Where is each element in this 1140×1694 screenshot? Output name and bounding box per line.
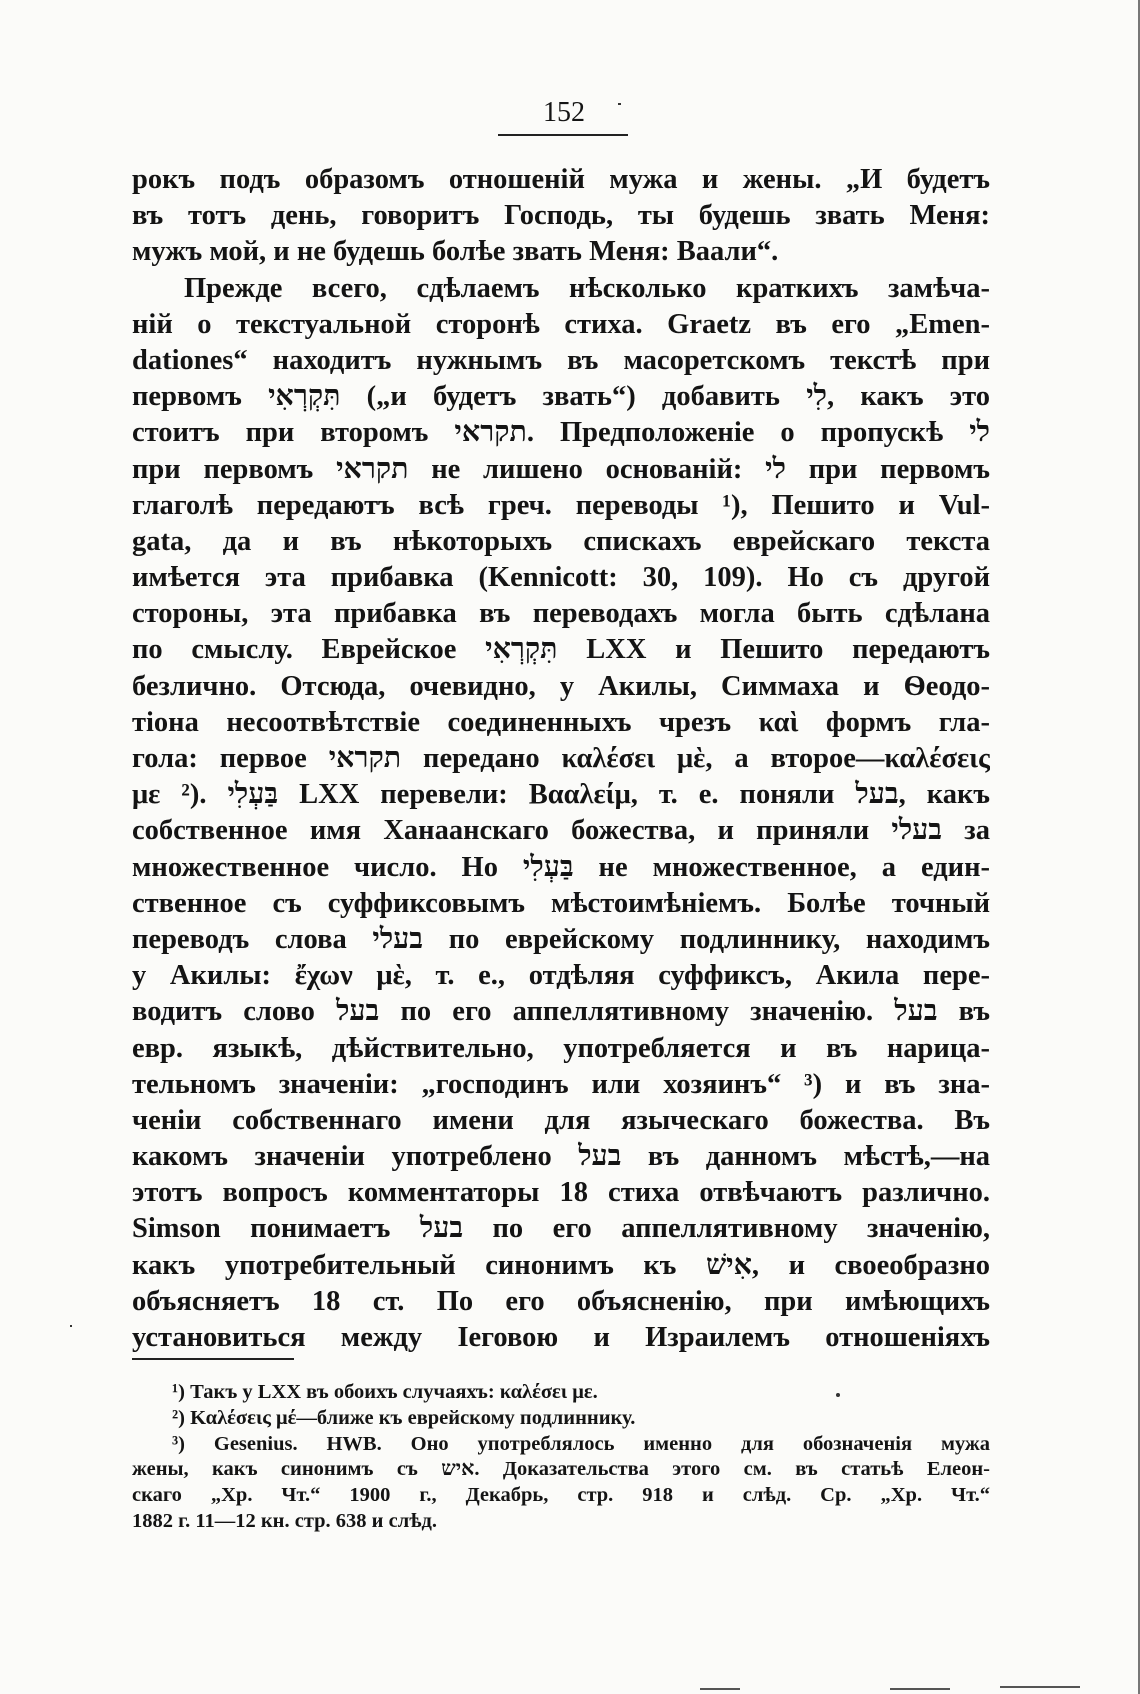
text-line: мужъ мой, и не будешь болѣе звать Меня: Ваали“. (132, 236, 779, 268)
text-line: переводъ слова בעלי по еврейскому подлиннику, находимъ (132, 923, 990, 955)
footnote-rule (132, 1358, 294, 1360)
text-line: dationes“ находитъ нужнымъ въ масоретскомъ текстѣ при (132, 344, 990, 376)
scan-speck (618, 103, 621, 105)
scan-speck (70, 1325, 72, 1327)
text-line: собственное имя Ханаанскаго божества, и приняли בעלי за (132, 815, 990, 847)
text-line: гола: первое תקראי передано καλέσει μὲ, а второе—καλέσεις (132, 743, 990, 774)
page-number-rule (498, 134, 628, 136)
text-line: установиться между Іеговою и Израилемъ отношеніяхъ (132, 1322, 990, 1353)
footnote-line: ³) Gesenius. HWB. Оно употреблялось именно для обозначенія мужа (172, 1432, 990, 1455)
text-line: при первомъ תקראי не лишено основаній: לי при первомъ (132, 453, 990, 485)
text-line: глаголѣ передаютъ всѣ греч. переводы ¹), Пешито и Vul- (132, 489, 990, 521)
text-line: водитъ слово בעל по его аппеллятивному значенію. בעל въ (132, 996, 990, 1028)
text-line: множественное число. Но בַּעְלִי не множественное, а един- (132, 851, 990, 883)
text-line: какъ употребительный синонимъ къ אִישׁ, и своеобразно (132, 1249, 990, 1281)
text-line: ственное съ суффиксовымъ мѣстоимѣніемъ. Болѣе точный (132, 887, 990, 919)
footnote-line: жены, какъ синонимъ съ איש. Доказательства этого см. въ статьѣ Елеон- (132, 1458, 990, 1481)
main-text (132, 162, 990, 1356)
footnotes (132, 1380, 990, 1535)
scan-bottom-dash (1000, 1686, 1080, 1688)
text-line: стоитъ при второмъ תקראי. Предположеніе о пропускѣ לי (132, 417, 990, 449)
text-line: безлично. Отсюда, очевидно, у Акилы, Симмаха и Ѳеодо- (132, 670, 990, 702)
footnote-line: ²) Καλέσεις μέ—ближе къ еврейскому подлиннику. (172, 1406, 636, 1429)
text-line: у Акилы: ἔχων μὲ, т. е., отдѣляя суффиксъ, Акила пере- (132, 960, 990, 992)
text-line: объясняетъ 18 ст. По его объясненію, при имѣющихъ (132, 1285, 990, 1317)
text-line: gata, да и въ нѣкоторыхъ спискахъ еврейскаго текста (132, 525, 990, 557)
text-line: стороны, эта прибавка въ переводахъ могла быть сдѣлана (132, 598, 990, 630)
text-line: Прежде всего, сдѣлаемъ нѣсколько краткихъ замѣча- (184, 272, 990, 304)
text-line: тіона несоотвѣтствіе соединенныхъ чрезъ καὶ формъ гла- (132, 706, 990, 738)
text-line: евр. языкѣ, дѣйствительно, употребляется и въ нарица- (132, 1032, 990, 1064)
page-number: 152 (543, 97, 585, 128)
text-line: имѣется эта прибавка (Kennicott: 30, 109). Но съ другой (132, 562, 990, 594)
text-line: по смыслу. Еврейское תִּקְרְאִי LXX и Пешито передаютъ (132, 634, 990, 666)
text-line: этотъ вопросъ комментаторы 18 стиха отвѣчаютъ различно. (132, 1177, 990, 1209)
footnote-line: ¹) Такъ у LXX въ обоихъ случаяхъ: καλέσει με. (172, 1381, 598, 1403)
text-line: Simson понимаетъ בעל по его аппеллятивному значенію, (132, 1213, 990, 1245)
text-line: первомъ תִּקְרְאִי („и будетъ звать“) добавить לִי, какъ это (132, 381, 990, 413)
footnote-line: 1882 г. 11—12 кн. стр. 638 и слѣд. (132, 1509, 438, 1532)
scan-bottom-dash (700, 1688, 740, 1690)
text-line: въ тотъ день, говоритъ Господь, ты будешь звать Меня: (132, 200, 990, 232)
text-line: ченіи собственнаго имени для языческаго божества. Въ (132, 1104, 990, 1136)
text-line: тельномъ значеніи: „господинъ или хозяинъ“ ³) и въ зна- (132, 1068, 990, 1100)
scan-speck (836, 1393, 840, 1397)
footnote-line: скаго „Хр. Чт.“ 1900 г., Декабрь, стр. 918 и слѣд. Ср. „Хр. Чт.“ (132, 1484, 990, 1507)
text-line: рокъ подъ образомъ отношеній мужа и жены. „И будетъ (132, 164, 990, 195)
scan-bottom-dash (890, 1688, 950, 1690)
text-line: какомъ значеніи употреблено בעל въ данномъ мѣстѣ,—на (132, 1141, 990, 1173)
text-line: με ²). בַּעְלִי LXX перевели: Βααλείμ, т. е. поняли בעל, какъ (132, 779, 990, 811)
text-line: ній о текстуальной сторонѣ стиха. Graetz въ его „Emen- (132, 308, 990, 340)
